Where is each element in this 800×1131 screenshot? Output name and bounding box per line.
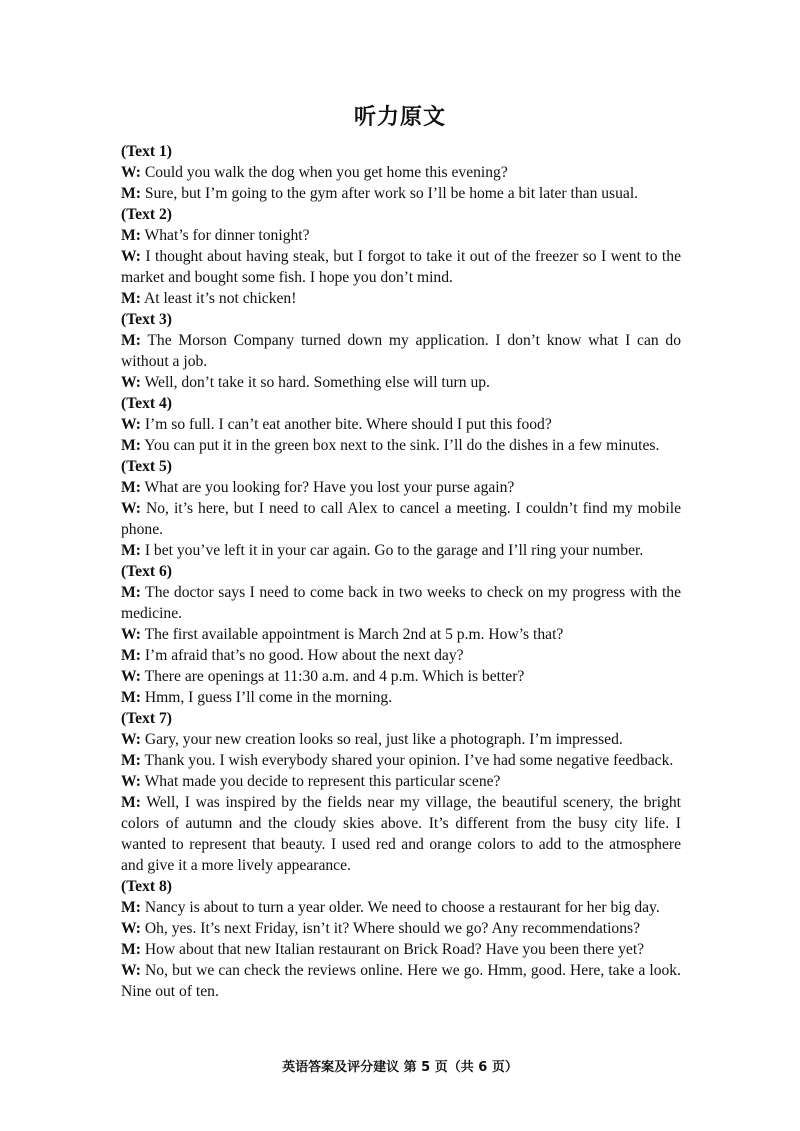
dialogue-text: Nancy is about to turn a year older. We need to choose a restaurant for her big day. [144,899,660,916]
dialogue-line [121,414,681,435]
speaker-label: M: [121,584,141,601]
dialogue-line [121,246,681,288]
dialogue-line [121,624,681,645]
speaker-label: M: [121,227,141,244]
dialogue-line [121,183,681,204]
dialogue-line [121,960,681,1002]
speaker-label: M: [121,899,141,916]
section-heading: (Text 3) [121,311,172,328]
dialogue-text: I thought about having steak, but I forgot to take it out of the freezer so I went to the market and bought some fish. I hope you don’t mind. [121,248,681,286]
text-section [121,309,681,393]
text-section [121,456,681,561]
speaker-label: W: [121,731,141,748]
section-heading: (Text 7) [121,710,172,727]
speaker-label: W: [121,374,141,391]
dialogue-line [121,540,681,561]
section-heading: (Text 6) [121,563,172,580]
dialogue-line [121,771,681,792]
dialogue-text: The first available appointment is March 2nd at 5 p.m. How’s that? [144,626,564,643]
page-title: 听力原文 [353,105,446,130]
speaker-label: M: [121,794,141,811]
dialogue-text: Thank you. I wish everybody shared your opinion. I’ve had some negative feedback. [144,752,674,769]
speaker-label: W: [121,500,141,517]
dialogue-text: Hmm, I guess I’ll come in the morning. [144,689,393,706]
dialogue-text: Sure, but I’m going to the gym after work so I’ll be home a bit later than usual. [144,185,639,202]
dialogue-text: No, it’s here, but I need to call Alex to cancel a meeting. I couldn’t find my mobile phone. [121,500,681,538]
dialogue-text: What’s for dinner tonight? [144,227,310,244]
dialogue-line [121,918,681,939]
speaker-label: M: [121,542,141,559]
dialogue-text: Oh, yes. It’s next Friday, isn’t it? Where should we go? Any recommendations? [144,920,640,937]
dialogue-text: What made you decide to represent this particular scene? [144,773,501,790]
dialogue-line [121,666,681,687]
dialogue-text: I’m afraid that’s no good. How about the next day? [144,647,464,664]
dialogue-line [121,498,681,540]
section-heading: (Text 2) [121,206,172,223]
speaker-label: W: [121,164,141,181]
dialogue-text: How about that new Italian restaurant on Brick Road? Have you been there yet? [144,941,645,958]
speaker-label: W: [121,920,141,937]
speaker-label: M: [121,752,141,769]
dialogue-line [121,372,681,393]
speaker-label: W: [121,416,141,433]
speaker-label: M: [121,332,141,349]
dialogue-line [121,645,681,666]
dialogue-line [121,939,681,960]
speaker-label: M: [121,479,141,496]
page-footer: 英语答案及评分建议 第 5 页（共 6 页） [282,1060,518,1075]
speaker-label: M: [121,647,141,664]
speaker-label: W: [121,668,141,685]
text-section [121,204,681,309]
dialogue-text: Well, I was inspired by the fields near my village, the beautiful scenery, the bright colors of autumn and the cloudy skies above. It’s different from the busy city life. I wanted to represent that beauty. I used red and orange colors to add to the atmosphere and give it a more lively appearance. [121,794,681,874]
speaker-label: W: [121,248,141,265]
dialogue-text: I bet you’ve left it in your car again. Go to the garage and I’ll ring your number. [144,542,644,559]
transcript-body [121,141,681,1002]
dialogue-text: I’m so full. I can’t eat another bite. Where should I put this food? [144,416,552,433]
dialogue-text: Could you walk the dog when you get home this evening? [144,164,508,181]
dialogue-text: Gary, your new creation looks so real, just like a photograph. I’m impressed. [144,731,623,748]
speaker-label: M: [121,689,141,706]
text-section [121,393,681,456]
dialogue-line [121,750,681,771]
section-heading: (Text 4) [121,395,172,412]
speaker-label: W: [121,962,141,979]
dialogue-text: Well, don’t take it so hard. Something else will turn up. [144,374,490,391]
dialogue-line [121,225,681,246]
section-heading: (Text 5) [121,458,172,475]
speaker-label: M: [121,437,141,454]
dialogue-line [121,435,681,456]
dialogue-line [121,162,681,183]
text-section [121,708,681,876]
dialogue-line [121,288,681,309]
dialogue-text: You can put it in the green box next to the sink. I’ll do the dishes in a few minutes. [144,437,660,454]
dialogue-text: What are you looking for? Have you lost your purse again? [144,479,515,496]
section-heading: (Text 8) [121,878,172,895]
dialogue-text: The Morson Company turned down my application. I don’t know what I can do without a job. [121,332,681,370]
dialogue-line [121,687,681,708]
speaker-label: W: [121,773,141,790]
dialogue-line [121,897,681,918]
speaker-label: M: [121,185,141,202]
dialogue-line [121,792,681,876]
dialogue-text: No, but we can check the reviews online. Here we go. Hmm, good. Here, take a look. Nine out of ten. [121,962,682,1000]
dialogue-text: At least it’s not chicken! [143,290,297,307]
section-heading: (Text 1) [121,143,172,160]
speaker-label: M: [121,941,141,958]
dialogue-text: There are openings at 11:30 a.m. and 4 p.m. Which is better? [144,668,525,685]
dialogue-line [121,582,681,624]
dialogue-text: The doctor says I need to come back in two weeks to check on my progress with the medicine. [121,584,681,622]
text-section [121,141,681,204]
dialogue-line [121,477,681,498]
dialogue-line [121,729,681,750]
speaker-label: W: [121,626,141,643]
speaker-label: M: [121,290,141,307]
text-section [121,561,681,708]
text-section [121,876,681,1002]
dialogue-line [121,330,681,372]
